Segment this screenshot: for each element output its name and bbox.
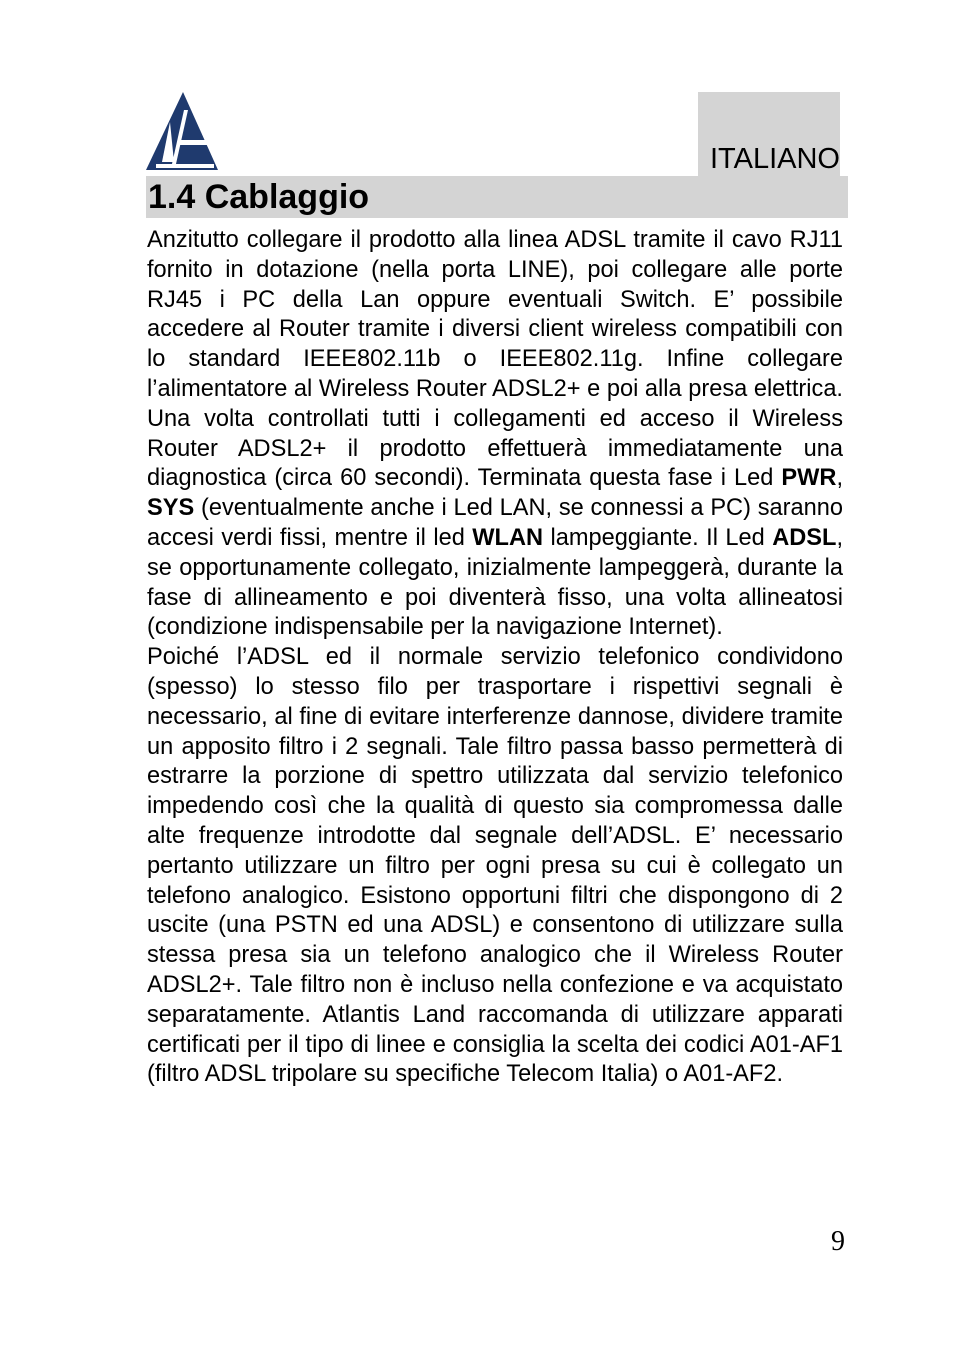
language-label: ITALIANO (710, 143, 840, 175)
text-run: lampeggiante. Il Led (543, 524, 773, 551)
bold-led-label: WLAN (472, 524, 544, 551)
text-run: , se opportunamente collegato, inizialmente lampeggerà, durante la fase di allineamento e poi diventerà fisso, una volta allineatosi (condizione indispensabile per la navigazione Internet). (147, 524, 844, 641)
bold-led-label: ADSL (772, 524, 837, 551)
bold-led-label: SYS (147, 495, 195, 522)
paragraph-1 (147, 226, 843, 643)
paragraph-2: Poiché l’ADSL ed il normale servizio telefonico condividono (spesso) lo stesso filo per trasportare i rispettivi segnali è necessario, al fine di evitare interferenze dannose, dividere tramite un apposito filtro i 2 segnali. Tale filtro passa basso permetterà di estrarre la porzione di spettro utilizzata dal servizio telefonico impedendo così che la qualità di questo sia compromessa dalle alte frequenze introdotte dal segnale dell’ADSL. E’ necessario pertanto utilizzare un filtro per ogni presa su cui è collegato un telefono analogico. Esistono opportuni filtri che dispongono di 2 uscite (una PSTN ed una ADSL) e consentono di utilizzare sulla stessa presa sia un telefono analogico che il Wireless Router ADSL2+. Tale filtro non è incluso nella confezione e va acquistato separatamente. Atlantis Land raccomanda di utilizzare apparati certificati per il tipo di linee e consiglia la scelta dei codici A01-AF1 (filtro ADSL tripolare su specifiche Telecom Italia) o A01-AF2. (147, 644, 843, 1088)
text-run: (eventualmente anche i Led LAN, se connessi a PC) saranno accesi verdi fissi, mentre il led (147, 495, 843, 551)
bold-led-label: PWR (781, 465, 837, 492)
section-title: 1.4 Cablaggio (148, 178, 370, 216)
section-header (146, 176, 848, 218)
atlantis-logo-icon (146, 92, 220, 170)
page-number: 9 (831, 1226, 845, 1257)
language-tab (698, 92, 840, 176)
text-run: Anzitutto collegare il prodotto alla linea ADSL tramite il cavo RJ11 fornito in dotazione (nella porta LINE), poi collegare alle porte RJ45 i PC della Lan oppure eventuali Switch. E’ possibile accedere al Router tramite i diversi client wireless compatibili con lo standard IEEE802.11b o IEEE802.11g. Infine collegare l’alimentatore al Wireless Router ADSL2+ e poi alla presa elettrica. Una volta controllati tutti i collegamenti ed acceso il Wireless Router ADSL2+ il prodotto effettuerà immediatamente una diagnostica (circa 60 secondi). Terminata questa fase i Led (147, 227, 843, 492)
text-run: , (836, 465, 843, 492)
body-text (147, 226, 843, 1090)
